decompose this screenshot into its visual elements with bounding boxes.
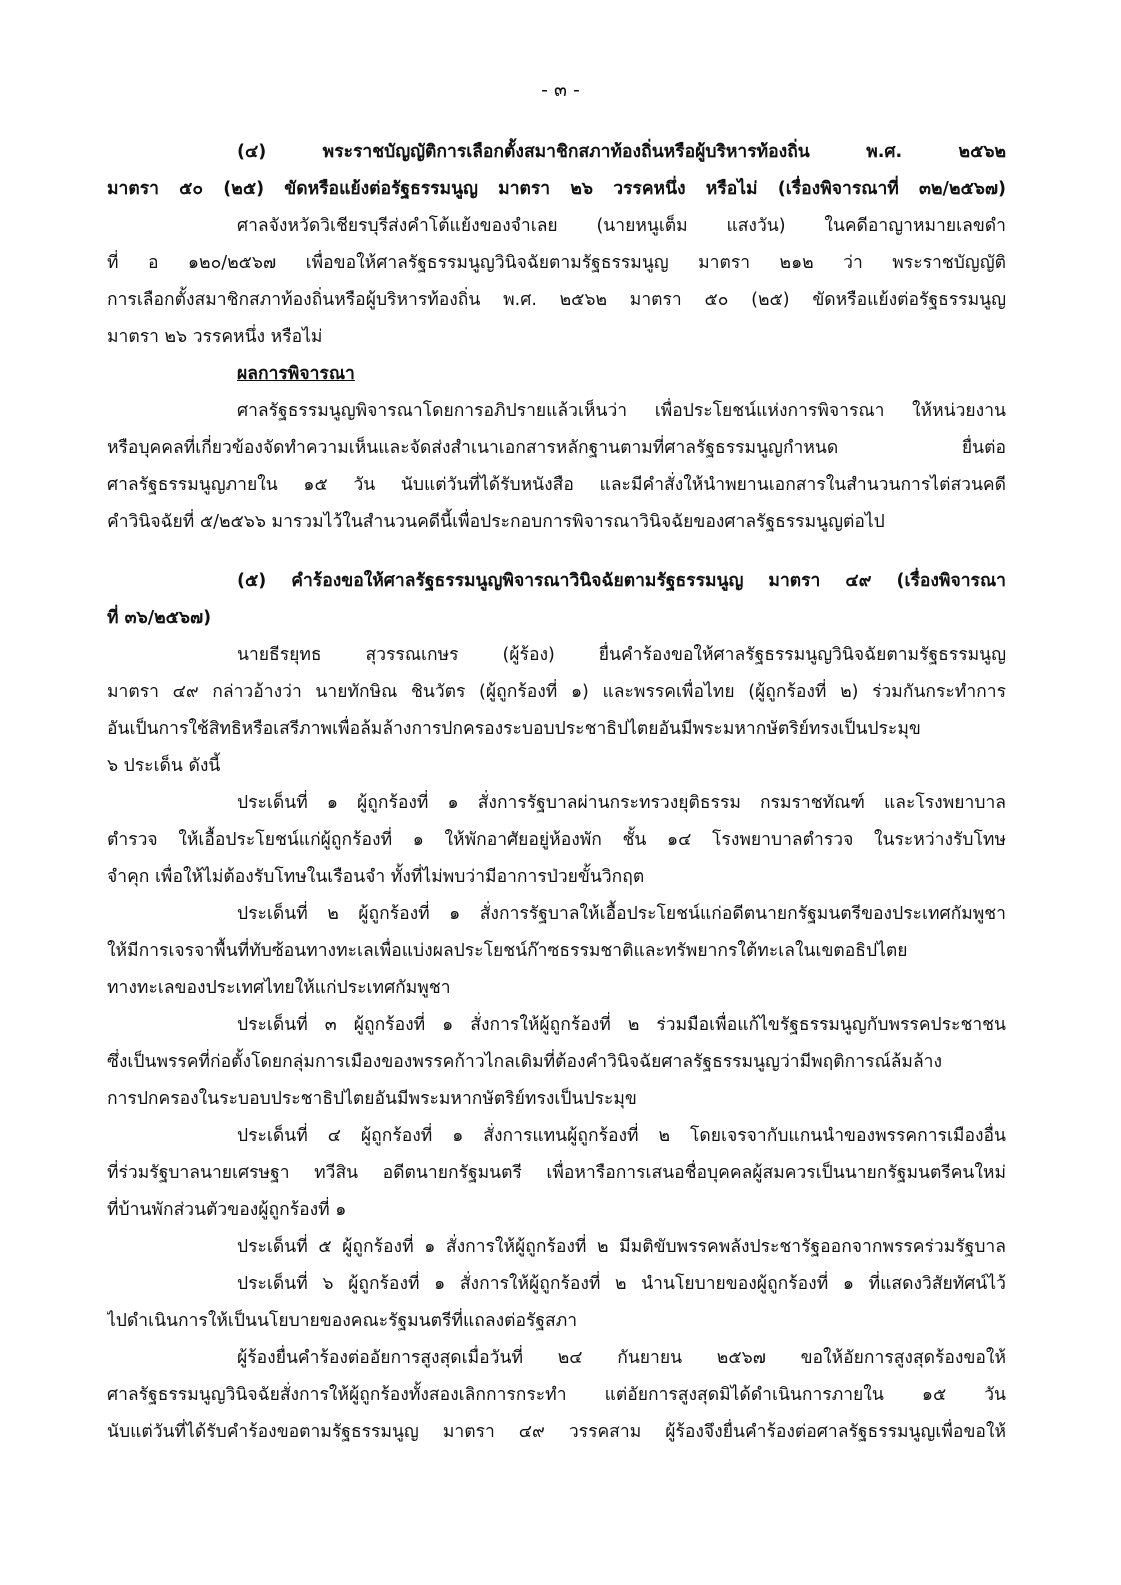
section-spacer	[107, 541, 1006, 563]
paragraph-line: นายธีรยุทธ สุวรรณเกษร (ผู้ร้อง) ยื่นคำร้องขอให้ศาลรัฐธรรมนูญวินิจฉัยตามรัฐธรรมนูญ	[237, 645, 1006, 665]
paragraph-line: การเลือกตั้งสมาชิกสภาท้องถิ่นหรือผู้บริหารท้องถิ่น พ.ศ. ๒๕๖๒ มาตรา ๕๐ (๒๕) ขัดหรือแย้งต่อรัฐธรรมนูญ	[107, 290, 1006, 310]
paragraph-line: การปกครองในระบอบประชาธิปไตยอันมีพระมหากษัตริย์ทรงเป็นประมุข	[107, 1089, 637, 1109]
paragraph-line: อันเป็นการใช้สิทธิหรือเสรีภาพเพื่อล้มล้างการปกครองระบอบประชาธิปไตยอันมีพระมหากษัตริย์ทรงเป็นประมุข	[107, 719, 921, 739]
paragraph-line: ศาลจังหวัดวิเชียรบุรีส่งคำโต้แย้งของจำเลย (นายหนูเต็ม แสงวัน) ในคดีอาญาหมายเลขดำ	[237, 216, 1006, 236]
paragraph-line: ที่ อ ๑๒๐/๒๕๖๗ เพื่อขอให้ศาลรัฐธรรมนูญวินิจฉัยตามรัฐธรรมนูญ มาตรา ๒๑๒ ว่า พระราชบัญญัติ	[107, 253, 1006, 273]
paragraph-line: ตำรวจ ให้เอื้อประโยชน์แก่ผู้ถูกร้องที่ ๑ ให้พักอาศัยอยู่ห้องพัก ชั้น ๑๔ โรงพยาบาลตำรวจ ในระหว่างรับโทษ	[107, 830, 1006, 850]
paragraph-line: ศาลรัฐธรรมนูญวินิจฉัยสั่งการให้ผู้ถูกร้องทั้งสองเลิกการกระทำ แต่อัยการสูงสุดมิได้ดำเนินการภายใน ๑๕ วัน	[107, 1385, 1006, 1405]
paragraph-line: ซึ่งเป็นพรรคที่ก่อตั้งโดยกลุ่มการเมืองของพรรคก้าวไกลเดิมที่ต้องคำวินิจฉัยศาลรัฐธรรมนูญว่ามีพฤติการณ์ล้มล้าง	[107, 1052, 943, 1072]
section4-title-line: (๔) พระราชบัญญัติการเลือกตั้งสมาชิกสภาท้องถิ่นหรือผู้บริหารท้องถิ่น พ.ศ. ๒๕๖๒	[237, 142, 1006, 162]
paragraph-line: ประเด็นที่ ๓ ผู้ถูกร้องที่ ๑ สั่งการให้ผู้ถูกร้องที่ ๒ ร่วมมือเพื่อแก้ไขรัฐธรรมนูญกับพรรคประชาชน	[237, 1015, 1006, 1035]
section5-intro	[107, 637, 1006, 785]
result-heading: ผลการพิจารณา	[237, 364, 355, 384]
section5-title-line: (๕) คำร้องขอให้ศาลรัฐธรรมนูญพิจารณาวินิจฉัยตามรัฐธรรมนูญ มาตรา ๔๙ (เรื่องพิจารณา	[237, 571, 1006, 591]
issue-1	[107, 785, 1006, 896]
paragraph-line: คำวินิจฉัยที่ ๕/๒๕๖๖ มารวมไว้ในสำนวนคดีนี้เพื่อประกอบการพิจารณาวินิจฉัยของศาลรัฐธรรมนูญต่อไป	[107, 512, 885, 532]
section4-title-line: มาตรา ๕๐ (๒๕) ขัดหรือแย้งต่อรัฐธรรมนูญ มาตรา ๒๖ วรรคหนึ่ง หรือไม่ (เรื่องพิจารณาที่ ๓๒/๒๕๖๗)	[107, 179, 1006, 199]
paragraph-line: มาตรา ๔๙ กล่าวอ้างว่า นายทักษิณ ชินวัตร (ผู้ถูกร้องที่ ๑) และพรรคเพื่อไทย (ผู้ถูกร้องที่ ๒) ร่วมกันกระทำการ	[107, 682, 1006, 702]
document-body	[107, 134, 1006, 1451]
paragraph-line: จำคุก เพื่อให้ไม่ต้องรับโทษในเรือนจำ ทั้งที่ไม่พบว่ามีอาการป่วยขั้นวิกฤต	[107, 867, 645, 887]
paragraph-line: ประเด็นที่ ๖ ผู้ถูกร้องที่ ๑ สั่งการให้ผู้ถูกร้องที่ ๒ นำนโยบายของผู้ถูกร้องที่ ๑ ที่แสดงวิสัยทัศน์ไว้	[237, 1274, 1006, 1294]
paragraph-line: ประเด็นที่ ๔ ผู้ถูกร้องที่ ๑ สั่งการแทนผู้ถูกร้องที่ ๒ โดยเจรจากับแกนนำของพรรคการเมืองอื่น	[237, 1126, 1006, 1146]
paragraph-line: ทางทะเลของประเทศไทยให้แก่ประเทศกัมพูชา	[107, 978, 451, 998]
paragraph-line: ประเด็นที่ ๕ ผู้ถูกร้องที่ ๑ สั่งการให้ผู้ถูกร้องที่ ๒ มีมติขับพรรคพลังประชารัฐออกจากพรรคร่วมรัฐบาล	[237, 1237, 1006, 1257]
paragraph-line: ประเด็นที่ ๒ ผู้ถูกร้องที่ ๑ สั่งการรัฐบาลให้เอื้อประโยชน์แก่อดีตนายกรัฐมนตรีของประเทศกัมพูชา	[237, 904, 1006, 924]
issue-2	[107, 896, 1006, 1007]
issue-6	[107, 1266, 1006, 1340]
result-paragraph	[107, 393, 1006, 541]
section5-title-line: ที่ ๓๖/๒๕๖๗)	[107, 608, 212, 628]
issue-4	[107, 1118, 1006, 1229]
paragraph-line: ที่ร่วมรัฐบาลนายเศรษฐา ทวีสิน อดีตนายกรัฐมนตรี เพื่อหารือการเสนอชื่อบุคคลผู้สมควรเป็นนายกรัฐมนตรีคนใหม่	[107, 1163, 1006, 1183]
paragraph-line: หรือบุคคลที่เกี่ยวข้องจัดทำความเห็นและจัดส่งสำเนาเอกสารหลักฐานตามที่ศาลรัฐธรรมนูญกำหนด ยื่นต่อ	[107, 438, 1006, 458]
issue-3	[107, 1007, 1006, 1118]
paragraph-line: ผู้ร้องยื่นคำร้องต่ออัยการสูงสุดเมื่อวันที่ ๒๔ กันยายน ๒๕๖๗ ขอให้อัยการสูงสุดร้องขอให้	[237, 1348, 1006, 1368]
paragraph-line: ศาลรัฐธรรมนูญภายใน ๑๕ วัน นับแต่วันที่ได้รับหนังสือ และมีคำสั่งให้นำพยานเอกสารในสำนวนการไต่สวนคดี	[107, 475, 1006, 495]
closing-paragraph	[107, 1340, 1006, 1451]
paragraph-line: ที่บ้านพักส่วนตัวของผู้ถูกร้องที่ ๑	[107, 1200, 347, 1220]
paragraph-line: นับแต่วันที่ได้รับคำร้องขอตามรัฐธรรมนูญ มาตรา ๔๙ วรรคสาม ผู้ร้องจึงยื่นคำร้องต่อศาลรัฐธรรมนูญเพื่อขอให้	[107, 1422, 1006, 1442]
paragraph-line: ๖ ประเด็น ดังนี้	[107, 756, 221, 776]
paragraph-line: ให้มีการเจรจาพื้นที่ทับซ้อนทางทะเลเพื่อแบ่งผลประโยชน์ก๊าซธรรมชาติและทรัพยากรใต้ทะเลในเขตอธิปไตย	[107, 941, 908, 961]
paragraph-line: มาตรา ๒๖ วรรคหนึ่ง หรือไม่	[107, 327, 323, 347]
paragraph-line: ศาลรัฐธรรมนูญพิจารณาโดยการอภิปรายแล้วเห็นว่า เพื่อประโยชน์แห่งการพิจารณา ให้หน่วยงาน	[237, 401, 1006, 421]
section5-title	[107, 563, 1006, 637]
paragraph-line: ประเด็นที่ ๑ ผู้ถูกร้องที่ ๑ สั่งการรัฐบาลผ่านกระทรวงยุติธรรม กรมราชทัณฑ์ และโรงพยาบาล	[237, 793, 1006, 813]
issue-5	[107, 1229, 1006, 1266]
paragraph-line: ไปดำเนินการให้เป็นนโยบายของคณะรัฐมนตรีที่แถลงต่อรัฐสภา	[107, 1311, 578, 1331]
section4-paragraph	[107, 208, 1006, 356]
section4-title	[107, 134, 1006, 208]
page-number: - ๓ -	[541, 79, 580, 101]
